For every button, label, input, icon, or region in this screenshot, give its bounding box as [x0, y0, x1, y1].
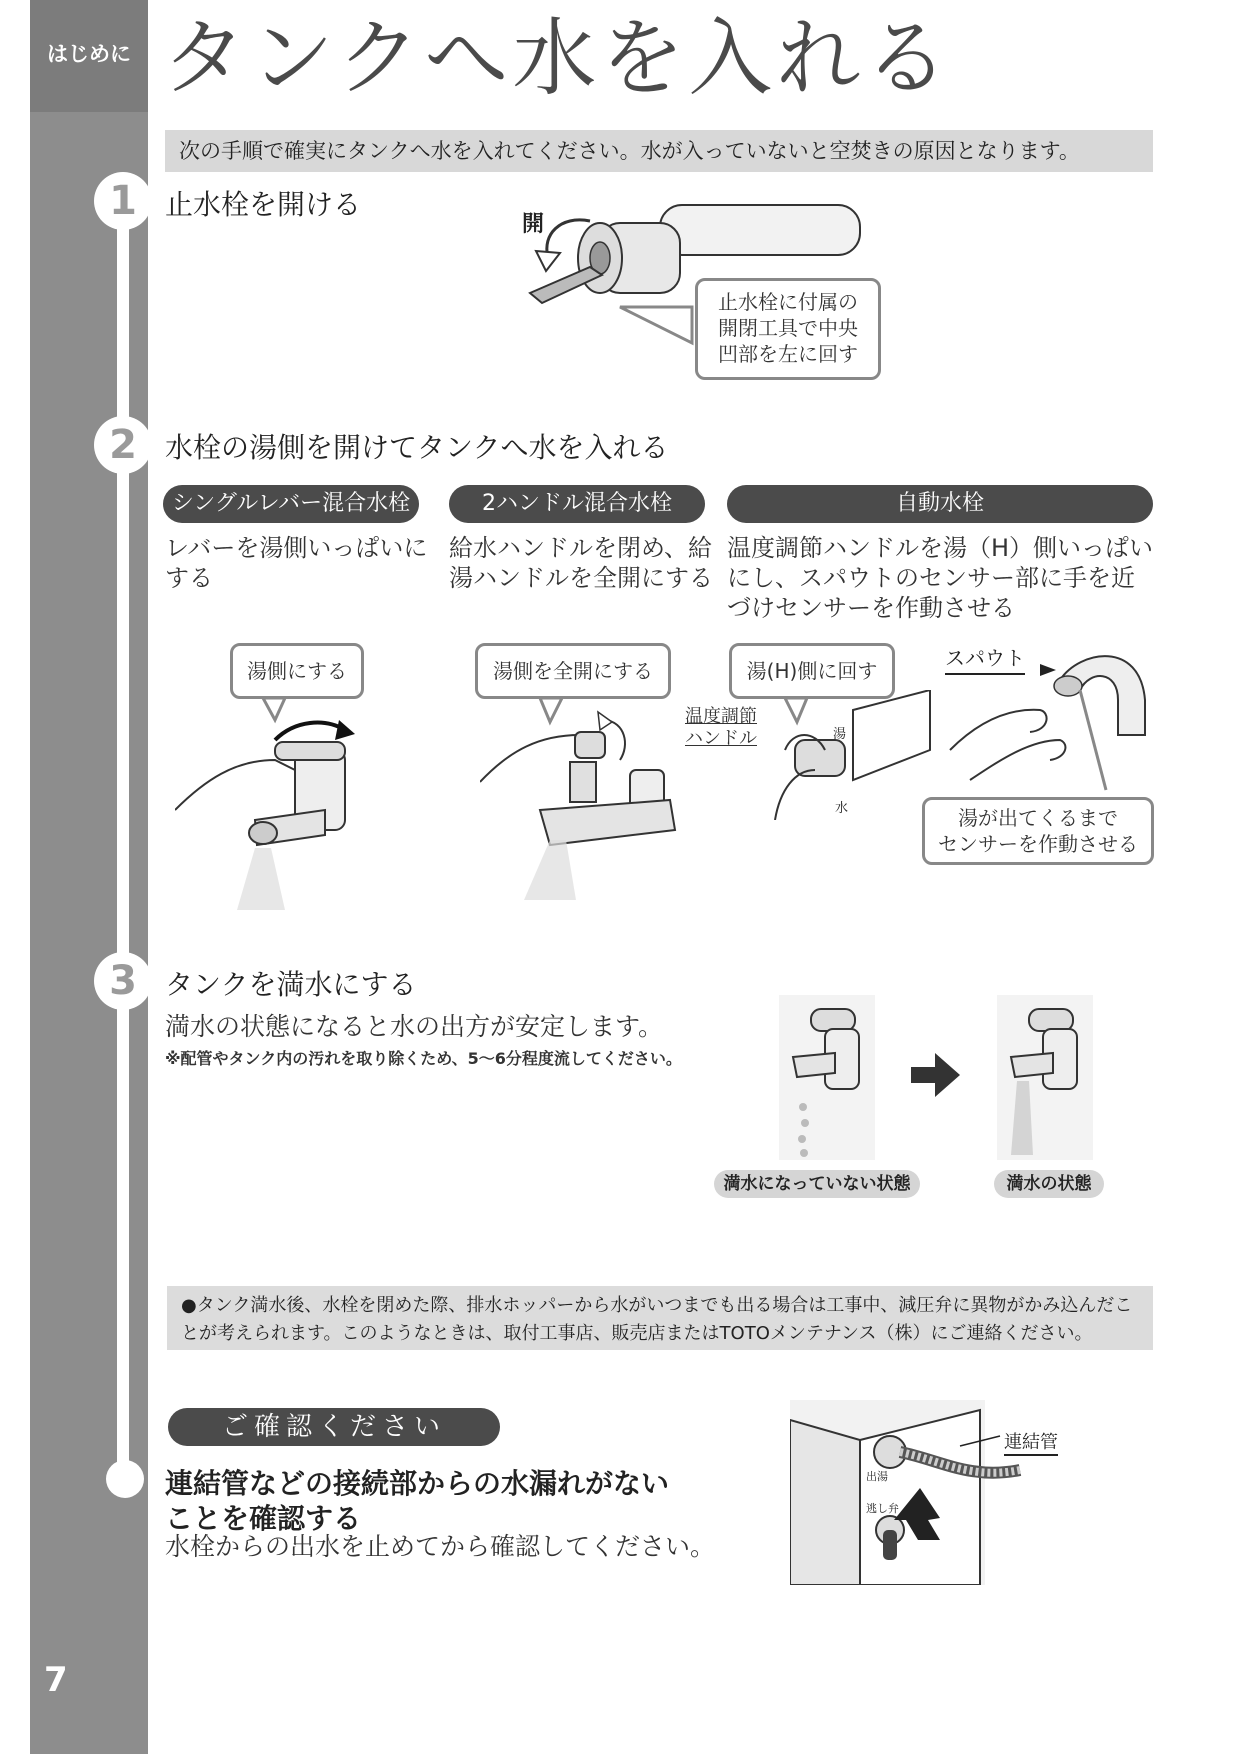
two-handle-faucet-illustration — [480, 690, 690, 910]
section-label: はじめに — [47, 42, 131, 66]
single-lever-text: レバーを湯側いっぱいにする — [165, 534, 428, 592]
step3-note: ※配管やタンク内の汚れを取り除くため、5～6分程度流してください。 — [165, 1049, 682, 1068]
open-label: 開 — [522, 212, 545, 237]
auto-faucet-spout-illustration — [940, 640, 1160, 800]
hot-mark: 湯 — [833, 727, 847, 742]
confirm-title-line2: ことを確認する — [165, 1502, 362, 1535]
sensor-callout-line2: センサーを作動させる — [938, 832, 1138, 856]
step1-callout-line2: 開閉工具で中央 — [718, 316, 858, 340]
confirm-title-line1: 連結管などの接続部からの水漏れがない — [165, 1467, 670, 1500]
notice-box — [167, 1286, 1153, 1350]
drain-label: 逃し弁 — [866, 1502, 899, 1515]
two-handle-text: 給水ハンドルを閉め、給湯ハンドルを全開にする — [449, 534, 713, 592]
callout-turn-to-h: 湯(H)側に回す — [729, 643, 895, 699]
pipe-label: 連結管 — [1004, 1428, 1058, 1456]
step-2-number: 2 — [94, 416, 152, 474]
step-1-number: 1 — [94, 172, 152, 230]
callout-hot-side: 湯側にする — [230, 643, 364, 699]
pill-two-handle: 2ハンドル混合水栓 — [449, 485, 705, 523]
step-timeline — [117, 200, 129, 1480]
step-2-title: 水栓の湯側を開けてタンクへ水を入れる — [165, 431, 669, 464]
pill-single-lever: シングルレバー混合水栓 — [163, 485, 419, 523]
step1-callout-line3: 凹部を左に回す — [718, 342, 858, 366]
callout-hot-full-open: 湯側を全開にする — [475, 643, 671, 699]
step3-text: 満水の状態になると水の出方が安定します。 — [165, 1012, 664, 1041]
tag-full: 満水の状態 — [994, 1170, 1104, 1198]
temp-handle-label-line2: ハンドル — [685, 728, 757, 749]
pill-automatic: 自動水栓 — [727, 485, 1153, 523]
confirm-pill: ご確認ください — [168, 1408, 500, 1446]
temp-handle-label — [685, 706, 757, 750]
sensor-callout — [922, 797, 1154, 865]
tag-not-full: 満水になっていない状態 — [714, 1170, 920, 1198]
notice-text: タンク満水後、水栓を閉めた際、排水ホッパーから水がいつまでも出る場合は工事中、減圧弁に異物がかみ込んだことが考えられます。このようなときは、取付工事店、販売店またはTOTOメンテナンス（株）にご連絡ください。 — [181, 1295, 1133, 1344]
step1-callout-line1: 止水栓に付属の — [718, 290, 858, 314]
temp-handle-label-line1: 温度調節 — [685, 706, 757, 727]
page-title: タンクへ水を入れる — [162, 9, 953, 107]
fill-state-illustration — [775, 995, 1135, 1165]
step-3-number: 3 — [94, 952, 152, 1010]
sensor-callout-line1: 湯が出てくるまで — [958, 806, 1118, 830]
connection-pipe-illustration — [790, 1400, 1030, 1585]
outlet-label: 出湯 — [866, 1470, 888, 1483]
confirm-text: 水栓からの出水を止めてから確認してください。 — [165, 1532, 716, 1561]
step1-callout — [695, 278, 881, 380]
spout-label: スパウト — [945, 642, 1025, 675]
bullet-icon: ● — [181, 1295, 197, 1316]
intro-banner: 次の手順で確実にタンクへ水を入れてください。水が入っていないと空焚きの原因となります。 — [165, 130, 1153, 172]
confirm-dot — [106, 1460, 144, 1498]
single-lever-faucet-illustration — [175, 690, 400, 910]
step-1-title: 止水栓を開ける — [165, 188, 362, 221]
step-3-title: タンクを満水にする — [165, 968, 417, 1001]
page-number: 7 — [44, 1660, 68, 1700]
automatic-text: 温度調節ハンドルを湯（H）側いっぱいにし、スパウトのセンサー部に手を近づけセンサーを作動させる — [727, 534, 1154, 622]
cold-mark: 水 — [835, 801, 849, 816]
